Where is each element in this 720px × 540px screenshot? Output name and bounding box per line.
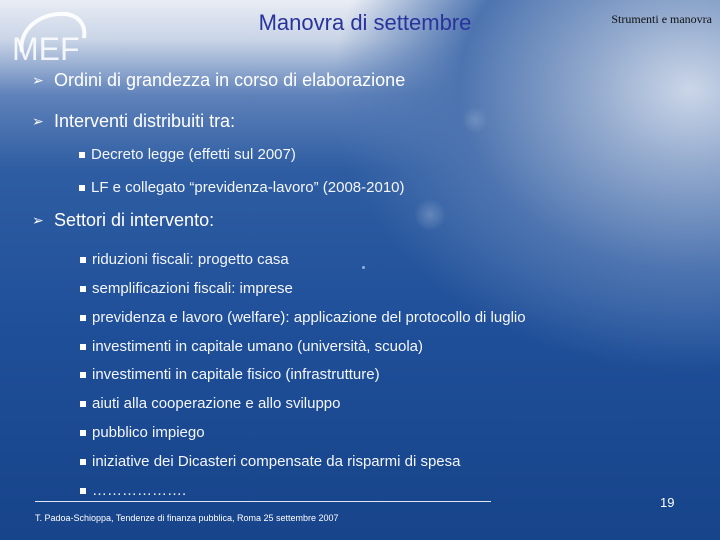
footer-divider — [35, 501, 491, 502]
square-bullet-icon — [80, 430, 86, 436]
square-bullet-icon — [80, 401, 86, 407]
sector-item — [80, 338, 423, 355]
sub-bullet-decreto — [79, 146, 296, 163]
bullet-text: Ordini di grandezza in corso di elaborazione — [54, 70, 406, 90]
sector-text: investimenti in capitale fisico (infrastrutture) — [92, 366, 380, 383]
square-bullet-icon — [80, 488, 86, 494]
arrow-bullet-icon: ➢ — [32, 212, 44, 228]
sector-item — [80, 280, 293, 297]
sub-bullet-text: LF e collegato “previdenza-lavoro” (2008-2010) — [91, 179, 405, 196]
square-bullet-icon — [79, 152, 85, 158]
sub-bullet-text: Decreto legge (effetti sul 2007) — [91, 146, 296, 163]
sector-text: semplificazioni fiscali: imprese — [92, 280, 293, 297]
slide-title: Manovra di settembre — [258, 10, 472, 35]
sector-item — [80, 395, 341, 412]
square-bullet-icon — [80, 315, 86, 321]
bullet-interventi — [32, 111, 235, 132]
logo-text: MEF — [12, 31, 80, 67]
arrow-bullet-icon: ➢ — [32, 72, 44, 88]
sector-text: iniziative dei Dicasteri compensate da risparmi di spesa — [92, 453, 461, 470]
square-bullet-icon — [79, 185, 85, 191]
sector-text: investimenti in capitale umano (università, scuola) — [92, 338, 423, 355]
square-bullet-icon — [80, 257, 86, 263]
square-bullet-icon — [80, 286, 86, 292]
bullet-settori — [32, 210, 214, 231]
section-label: Strumenti e manovra — [611, 12, 712, 26]
page-number: 19 — [660, 495, 675, 510]
sector-item — [80, 309, 526, 326]
square-bullet-icon — [80, 459, 86, 465]
decorative-dot — [362, 266, 365, 269]
sector-text: ………………. — [92, 482, 187, 499]
bullet-ordini — [32, 70, 405, 91]
arrow-bullet-icon: ➢ — [32, 113, 44, 129]
sector-item — [80, 251, 289, 268]
mef-logo — [10, 8, 90, 70]
square-bullet-icon — [80, 372, 86, 378]
footer-citation: T. Padoa-Schioppa, Tendenze di finanza pubblica, Roma 25 settembre 2007 — [35, 513, 339, 523]
sector-item — [80, 482, 186, 499]
bullet-text: Interventi distribuiti tra: — [54, 111, 236, 131]
sector-text: aiuti alla cooperazione e allo sviluppo — [92, 395, 341, 412]
bullet-text: Settori di intervento: — [54, 210, 215, 230]
sector-text: riduzioni fiscali: progetto casa — [92, 251, 289, 268]
sector-item — [80, 366, 380, 383]
sector-text: previdenza e lavoro (welfare): applicazione del protocollo di luglio — [92, 309, 526, 326]
sector-item — [80, 453, 461, 470]
sub-bullet-lf — [79, 179, 405, 196]
square-bullet-icon — [80, 344, 86, 350]
sector-item — [80, 424, 205, 441]
sector-text: pubblico impiego — [92, 424, 205, 441]
